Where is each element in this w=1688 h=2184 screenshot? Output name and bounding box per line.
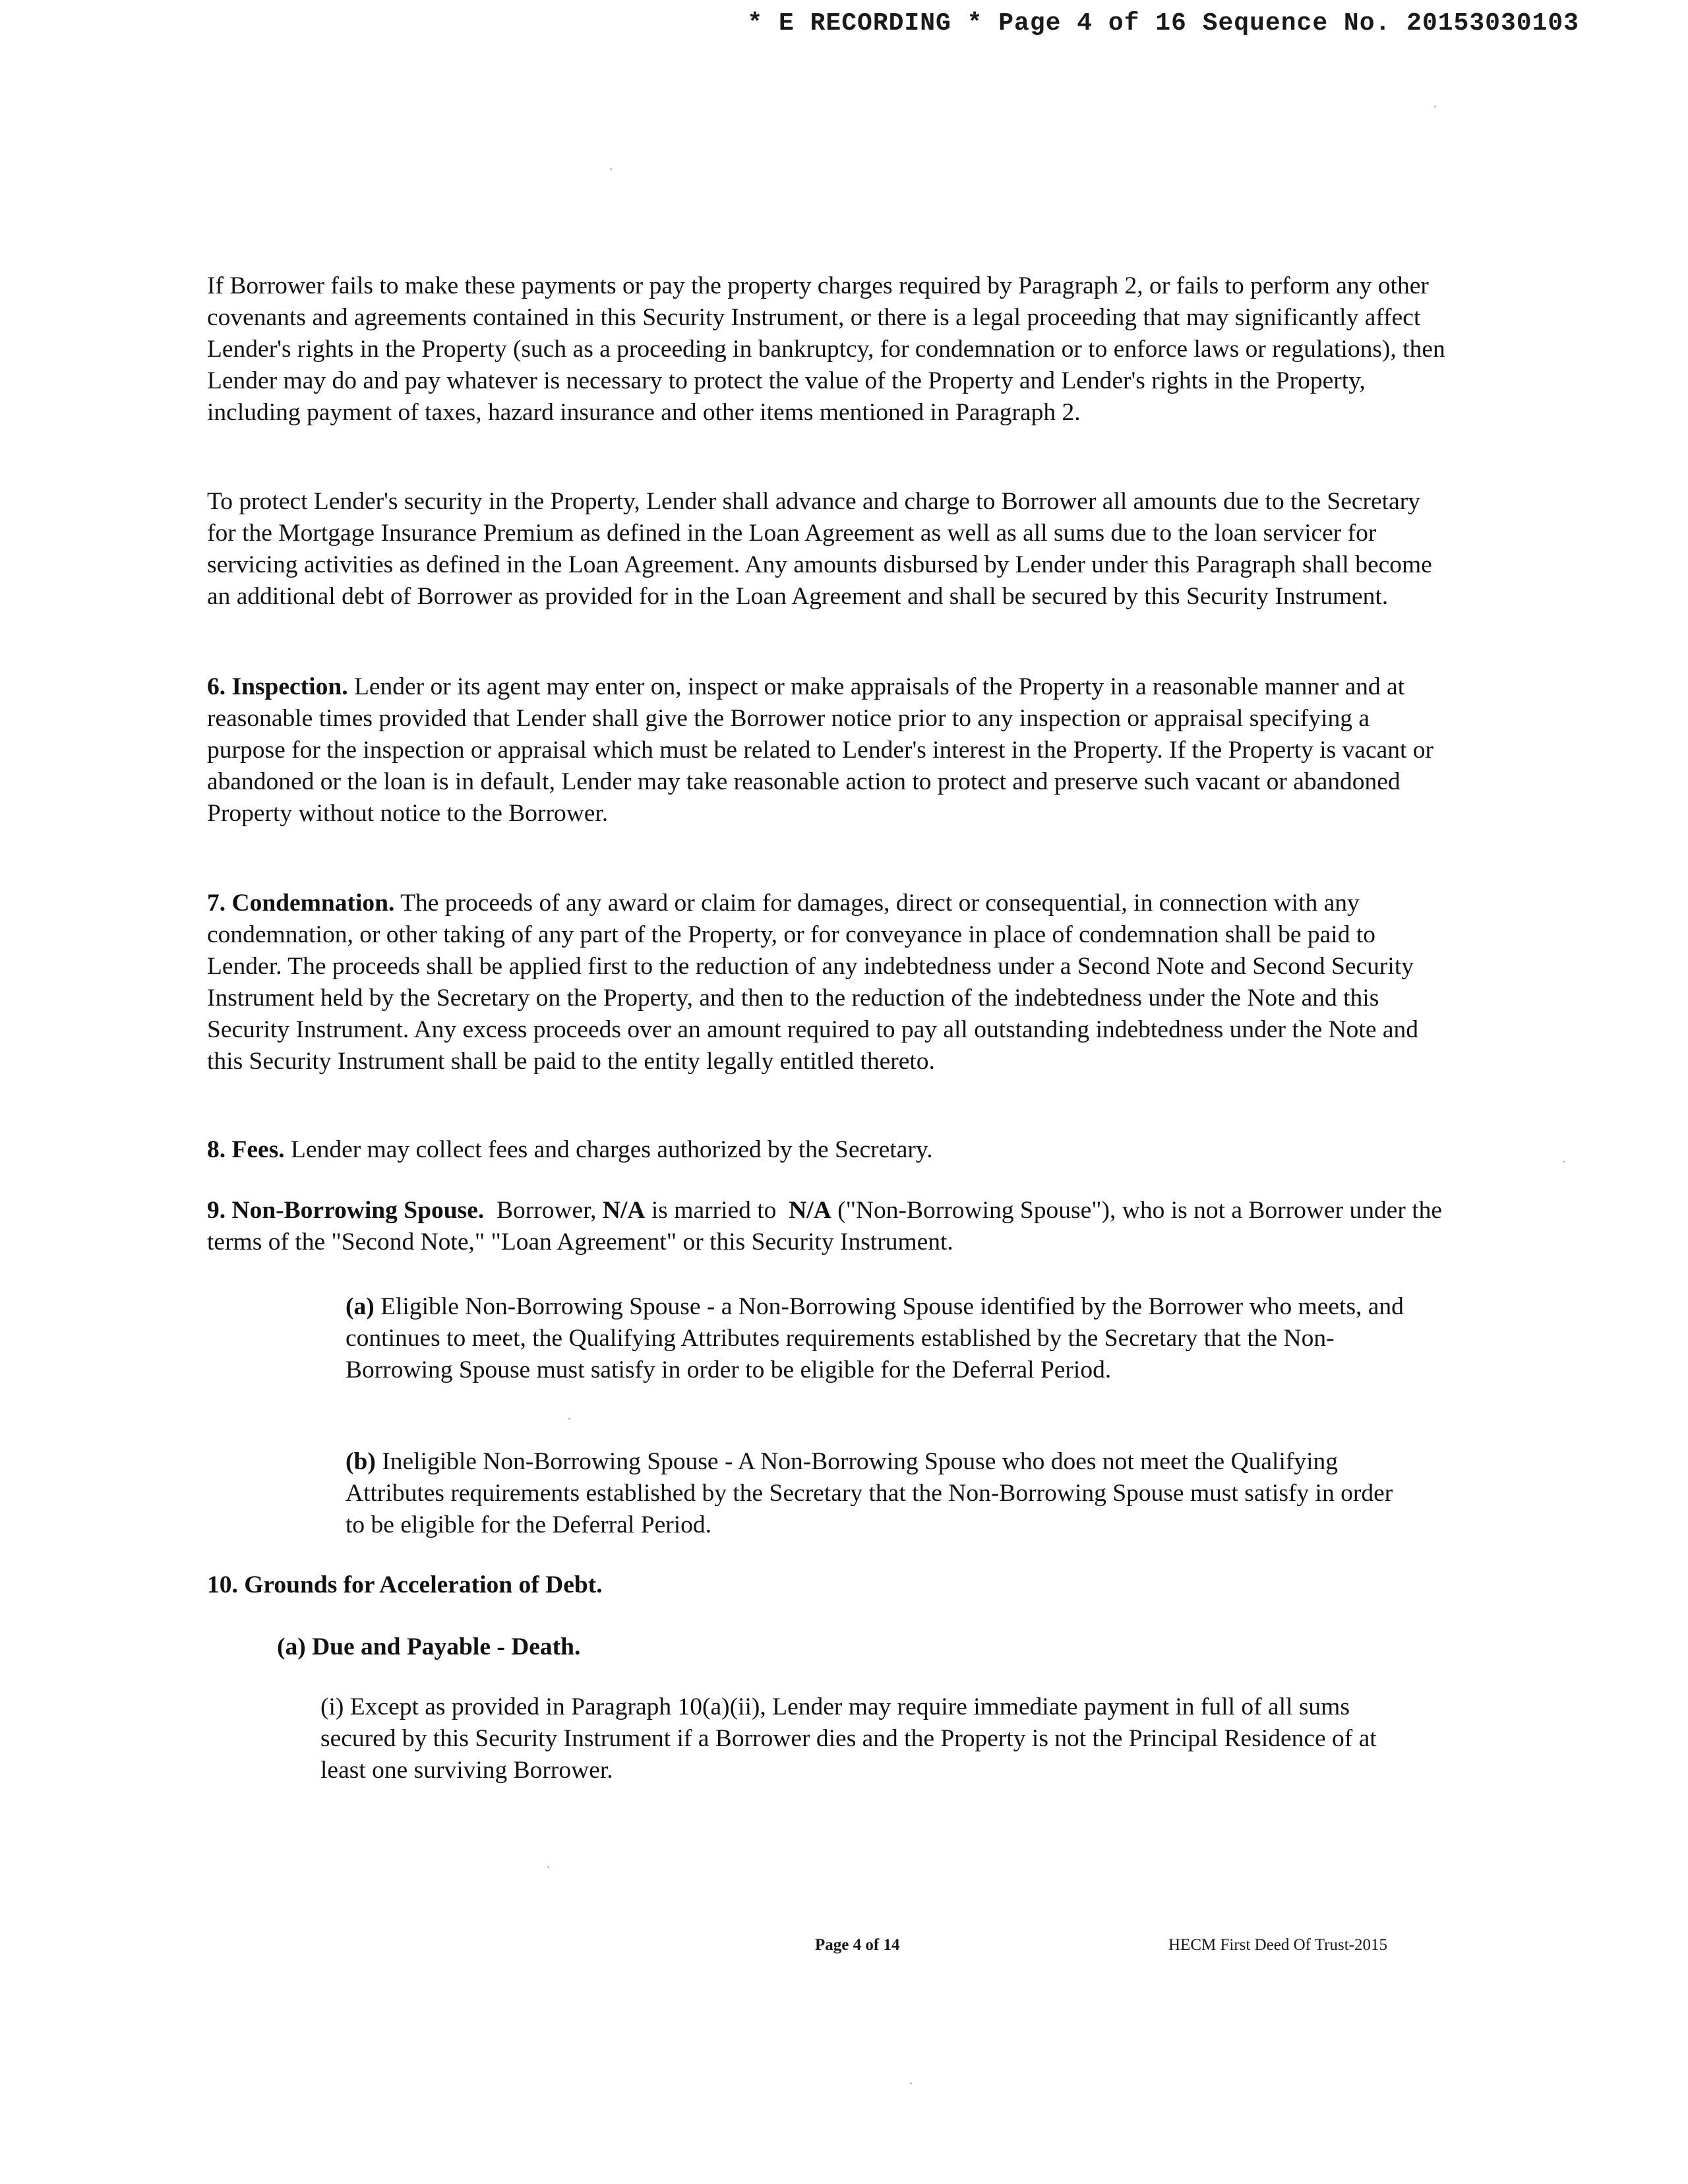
section-9-non-borrowing-spouse	[207, 1195, 1447, 1258]
scan-speck	[1563, 1161, 1565, 1163]
paragraph-borrower-failure: If Borrower fails to make these payments or pay the property charges required by Paragraph 2, or fails to perform any other covenants and agreements contained in this Security Instrument, or there is a legal proceeding that may significantly affect Lender's rights in the Property (such as a proceeding in bankruptcy, for condemnation or to enforce laws or regulations), then Lender may do and pay whatever is necessary to protect the value of the Property and Lender's rights in the Property, including payment of taxes, hazard insurance and other items mentioned in Paragraph 2.	[207, 272, 1445, 426]
section-7-heading: 7. Condemnation.	[207, 890, 395, 917]
scan-speck	[610, 168, 612, 170]
section-9a-body: Eligible Non-Borrowing Spouse - a Non-Borrowing Spouse identified by the Borrower who meets, and continues to meet, the Qualifying Attributes requirements established by the Secretary that the Non-Borrowing Spouse must satisfy in order to be eligible for the Deferral Period.	[346, 1293, 1404, 1383]
section-9-text-3: ("Non-Borrowing Spouse"), who is not a Borrower under the terms of the "Second Note," "Loan Agreement" or this Security Instrument.	[207, 1197, 1443, 1256]
section-9-heading: 9. Non-Borrowing Spouse.	[207, 1197, 485, 1224]
section-10-heading: 10. Grounds for Acceleration of Debt.	[207, 1571, 603, 1598]
section-9-text-2: is married to	[651, 1197, 777, 1224]
scan-speck	[547, 1866, 549, 1868]
section-10a-heading: (a) Due and Payable - Death.	[277, 1633, 581, 1660]
recording-stamp: * E RECORDING * Page 4 of 16 Sequence No. 20153030103	[747, 9, 1579, 38]
section-9a-eligible-spouse	[346, 1291, 1414, 1386]
section-9-text-1: Borrower,	[496, 1197, 597, 1224]
section-10a-i-body: (i) Except as provided in Paragraph 10(a)(ii), Lender may require immediate payment in full of all sums secured by this Security Instrument if a Borrower dies and the Property is not the Principal Residence of at least one surviving Borrower.	[320, 1693, 1377, 1784]
scan-speck	[568, 1418, 570, 1420]
section-9-spouse-name: N/A	[789, 1197, 831, 1224]
section-8-heading: 8. Fees.	[207, 1136, 285, 1163]
section-8-body: Lender may collect fees and charges authorized by the Secretary.	[291, 1136, 933, 1163]
section-6-heading: 6. Inspection.	[207, 673, 348, 700]
section-6-body: Lender or its agent may enter on, inspect or make appraisals of the Property in a reasonable manner and at reasonable times provided that Lender shall give the Borrower notice prior to any inspection or appraisal specifying a purpose for the inspection or appraisal which must be related to Lender's interest in the Property. If the Property is vacant or abandoned or the loan is in default, Lender may take reasonable action to protect and preserve such vacant or abandoned Property without notice to the Borrower.	[207, 673, 1434, 827]
scan-speck	[1434, 106, 1436, 107]
section-9b-label: (b)	[346, 1448, 376, 1475]
section-9b-ineligible-spouse	[346, 1446, 1414, 1541]
section-9b-body: Ineligible Non-Borrowing Spouse - A Non-Borrowing Spouse who does not meet the Qualifying Attributes requirements established by the Secretary that the Non-Borrowing Spouse must satisfy in order to be eligible for the Deferral Period.	[346, 1448, 1393, 1538]
footer-document-title: HECM First Deed Of Trust-2015	[1168, 1936, 1387, 1954]
section-7-condemnation	[207, 888, 1447, 1077]
footer-page-number: Page 4 of 14	[815, 1936, 900, 1954]
section-6-inspection	[207, 671, 1447, 830]
section-7-body: The proceeds of any award or claim for damages, direct or consequential, in connection with any condemnation, or other taking of any part of the Property, or for conveyance in place of condemnation shall be paid to Lender. The proceeds shall be applied first to the reduction of any indebtedness under a Second Note and Second Security Instrument held by the Secretary on the Property, and then to the reduction of the indebtedness under the Note and this Security Instrument. Any excess proceeds over an amount required to pay all outstanding indebtedness under the Note and this Security Instrument shall be paid to the entity legally entitled thereto.	[207, 890, 1419, 1075]
section-8-fees	[207, 1134, 1447, 1166]
section-9a-label: (a)	[346, 1293, 375, 1320]
scan-speck	[910, 2082, 912, 2084]
section-9-borrower-name: N/A	[602, 1197, 646, 1224]
paragraph-protect-security: To protect Lender's security in the Property, Lender shall advance and charge to Borrower all amounts due to the Secretary for the Mortgage Insurance Premium as defined in the Loan Agreement as well as all sums due to the loan servicer for servicing activities as defined in the Loan Agreement. Any amounts disbursed by Lender under this Paragraph shall become an additional debt of Borrower as provided for in the Loan Agreement and shall be secured by this Security Instrument.	[207, 488, 1432, 610]
